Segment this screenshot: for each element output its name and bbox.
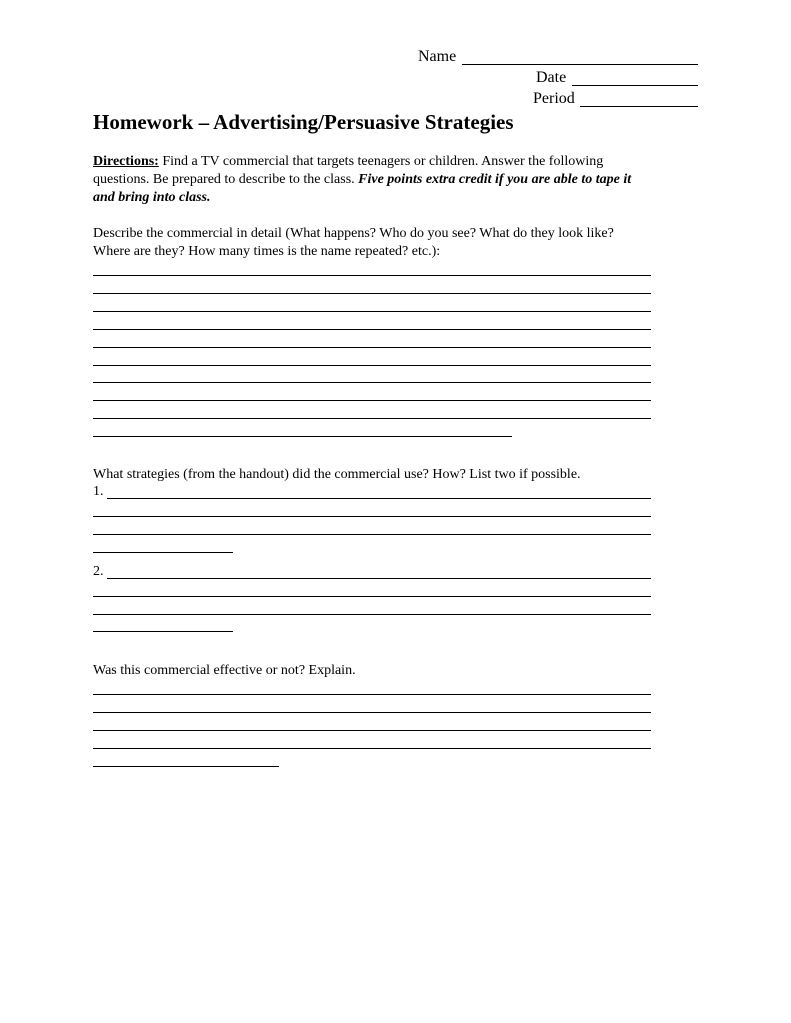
extra-credit-text: Five points extra credit if you are able to tape it	[358, 172, 632, 187]
answer-line[interactable]	[93, 329, 651, 330]
answer-line[interactable]	[93, 293, 651, 294]
item-2-number: 2.	[93, 564, 104, 579]
directions-line-2	[93, 171, 631, 189]
answer-line[interactable]	[93, 418, 651, 419]
answer-line[interactable]	[93, 436, 512, 437]
answer-line[interactable]	[93, 614, 651, 615]
name-label: Name	[418, 48, 457, 65]
date-blank[interactable]	[572, 68, 698, 86]
answer-line[interactable]	[93, 712, 651, 713]
answer-line[interactable]	[93, 382, 651, 383]
date-field[interactable]	[536, 69, 566, 87]
answer-line[interactable]	[93, 311, 651, 312]
answer-line[interactable]	[93, 365, 651, 366]
period-label: Period	[533, 90, 575, 107]
name-field[interactable]	[418, 48, 456, 66]
directions-line-3	[93, 189, 210, 207]
period-field[interactable]	[533, 90, 575, 108]
directions-text-1: Find a TV commercial that targets teenagers or children. Answer the following	[158, 154, 604, 169]
answer-line[interactable]	[93, 400, 651, 401]
directions-label: Directions:	[93, 154, 159, 169]
question-1-line-1: Describe the commercial in detail (What happens? Who do you see? What do they look like?	[93, 226, 614, 241]
answer-line[interactable]	[93, 347, 651, 348]
period-blank[interactable]	[580, 89, 698, 107]
answer-line[interactable]	[93, 694, 651, 695]
answer-line[interactable]	[93, 516, 651, 517]
directions-text-2: questions. Be prepared to describe to the class.	[93, 172, 359, 187]
answer-line[interactable]	[107, 498, 651, 499]
answer-line[interactable]	[107, 578, 651, 579]
answer-line[interactable]	[93, 730, 651, 731]
question-2-text: What strategies (from the handout) did the commercial use? How? List two if possible.	[93, 467, 581, 482]
answer-line[interactable]	[93, 766, 279, 767]
answer-line[interactable]	[93, 748, 651, 749]
page-title: Homework – Advertising/Persuasive Strategies	[93, 110, 514, 134]
directions-line-1	[93, 153, 603, 171]
answer-line[interactable]	[93, 596, 651, 597]
answer-line[interactable]	[93, 631, 233, 632]
question-3-text: Was this commercial effective or not? Explain.	[93, 663, 356, 678]
answer-line[interactable]	[93, 534, 651, 535]
answer-line[interactable]	[93, 275, 651, 276]
date-label: Date	[536, 69, 567, 86]
name-blank[interactable]	[462, 47, 698, 65]
item-1-number: 1.	[93, 484, 104, 499]
extra-credit-text-cont: and bring into class.	[93, 190, 211, 205]
answer-line[interactable]	[93, 552, 233, 553]
question-1-line-2: Where are they? How many times is the name repeated? etc.):	[93, 244, 441, 259]
